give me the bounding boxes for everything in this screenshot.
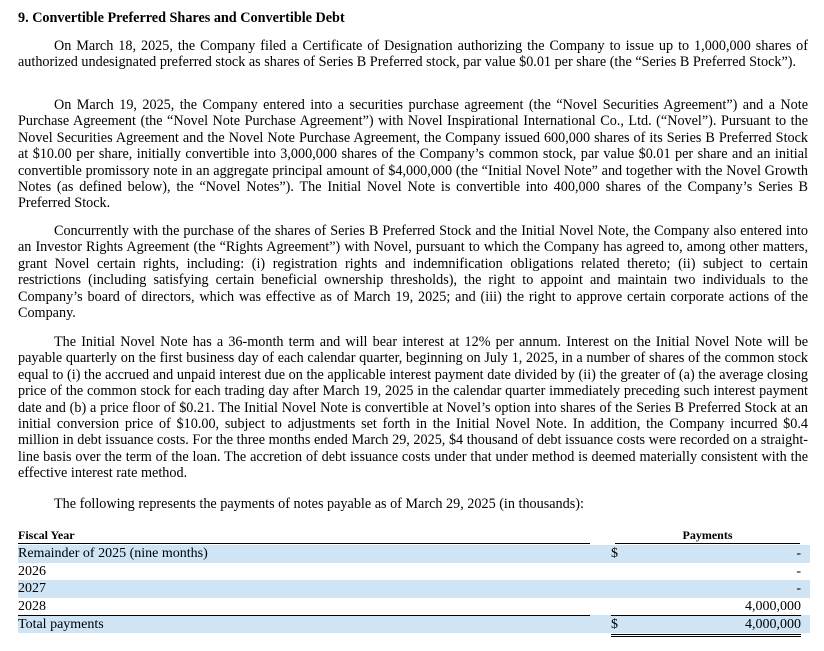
row-dollar-sign: $	[611, 546, 618, 561]
row-label: 2026	[18, 563, 46, 579]
table-row	[18, 580, 810, 598]
header-fiscal-year: Fiscal Year	[18, 528, 590, 544]
table-row	[18, 598, 810, 616]
row-label: 2028	[18, 598, 46, 614]
paragraph-rights-agreement: Concurrently with the purchase of the shares of Series B Preferred Stock and the Initial Novel Note, the Company also entered into an Investor Rights Agreement (the “Rights Agreement”) with Novel, pursuant to which the Company has agreed to, among other matters, grant Novel certain rights, including: (i) registration rights and indemnification obligations related thereto; (ii) subject to certain restrictions (including satisfying certain beneficial ownership thresholds), the right to appoint and maintain two individuals to the Company’s board of directors, which was effective as of March 19, 2025; and (iii) the right to approve certain corporate actions of the Company.	[18, 223, 808, 322]
row-amount: 4,000,000	[621, 615, 801, 637]
row-label: Remainder of 2025 (nine months)	[18, 546, 208, 561]
row-label: 2027	[18, 581, 46, 597]
paragraph-table-intro: The following represents the payments of notes payable as of March 29, 2025 (in thousands):	[54, 496, 584, 512]
table-header	[18, 528, 810, 545]
table-row	[18, 545, 810, 563]
paragraph-securities-agreement: On March 19, 2025, the Company entered into a securities purchase agreement (the “Novel Securities Agreement”) and a Note Purchase Agreement (the “Novel Note Purchase Agreement”) with Novel Inspirational International Co., Ltd. (“Novel”). Pursuant to the Novel Securities Agreement and the Novel Note Purchase Agreement, the Company issued 600,000 shares of its Series B Preferred Stock at $10.00 per share, initially convertible into 3,000,000 shares of the Company’s common stock, par value $0.01 per share and an initial convertible promissory note in an aggregate principal amount of $4,000,000 (the “Initial Novel Note” and together with the Novel Growth Notes (as defined below), the “Novel Notes”). The Initial Novel Note is convertible into 400,000 shares of the Company’s Series B Preferred Stock.	[18, 97, 808, 212]
row-amount: -	[796, 581, 801, 597]
payments-table	[18, 528, 810, 633]
row-amount: -	[796, 546, 801, 561]
row-dollar-sign: $	[611, 615, 621, 637]
paragraph-note-terms: The Initial Novel Note has a 36-month term and will bear interest at 12% per annum. Interest on the Initial Novel Note will be payable quarterly on the first business day of each calendar quarter, beginning on July 1, 2025, in a number of shares of the common stock equal to (i) the accrued and unpaid interest due on the applicable interest payment date divided by (ii) the greater of (a) the average closing price of the common stock for each trading day after March 19, 2025 in the calendar quarter immediately preceding such interest payment date and (b) a price floor of $0.21. The Initial Novel Note is convertible at Novel’s option into shares of the Series B Preferred Stock at an initial conversion price of $10.00, subject to adjustments set forth in the Initial Novel Note. In addition, the Company incurred $0.4 million in debt issuance costs. For the three months ended March 29, 2025, $4 thousand of debt issuance costs were recorded on a straight-line basis over the term of the loan. The accretion of debt issuance costs under that under method is deemed materially consistent with the effective interest rate method.	[18, 334, 808, 482]
header-payments: Payments	[615, 528, 800, 544]
row-amount: -	[796, 563, 801, 579]
row-label: Total payments	[18, 615, 590, 634]
row-amount: 4,000,000	[745, 598, 801, 614]
table-row-total	[18, 615, 810, 633]
section-heading: 9. Convertible Preferred Shares and Convertible Debt	[18, 10, 345, 26]
table-row	[18, 563, 810, 581]
paragraph-series-b-designation: On March 18, 2025, the Company filed a Certificate of Designation authorizing the Company to issue up to 1,000,000 shares of authorized undesignated preferred stock as shares of Series B Preferred stock, par value $0.01 per share (the “Series B Preferred Stock”).	[18, 38, 808, 71]
